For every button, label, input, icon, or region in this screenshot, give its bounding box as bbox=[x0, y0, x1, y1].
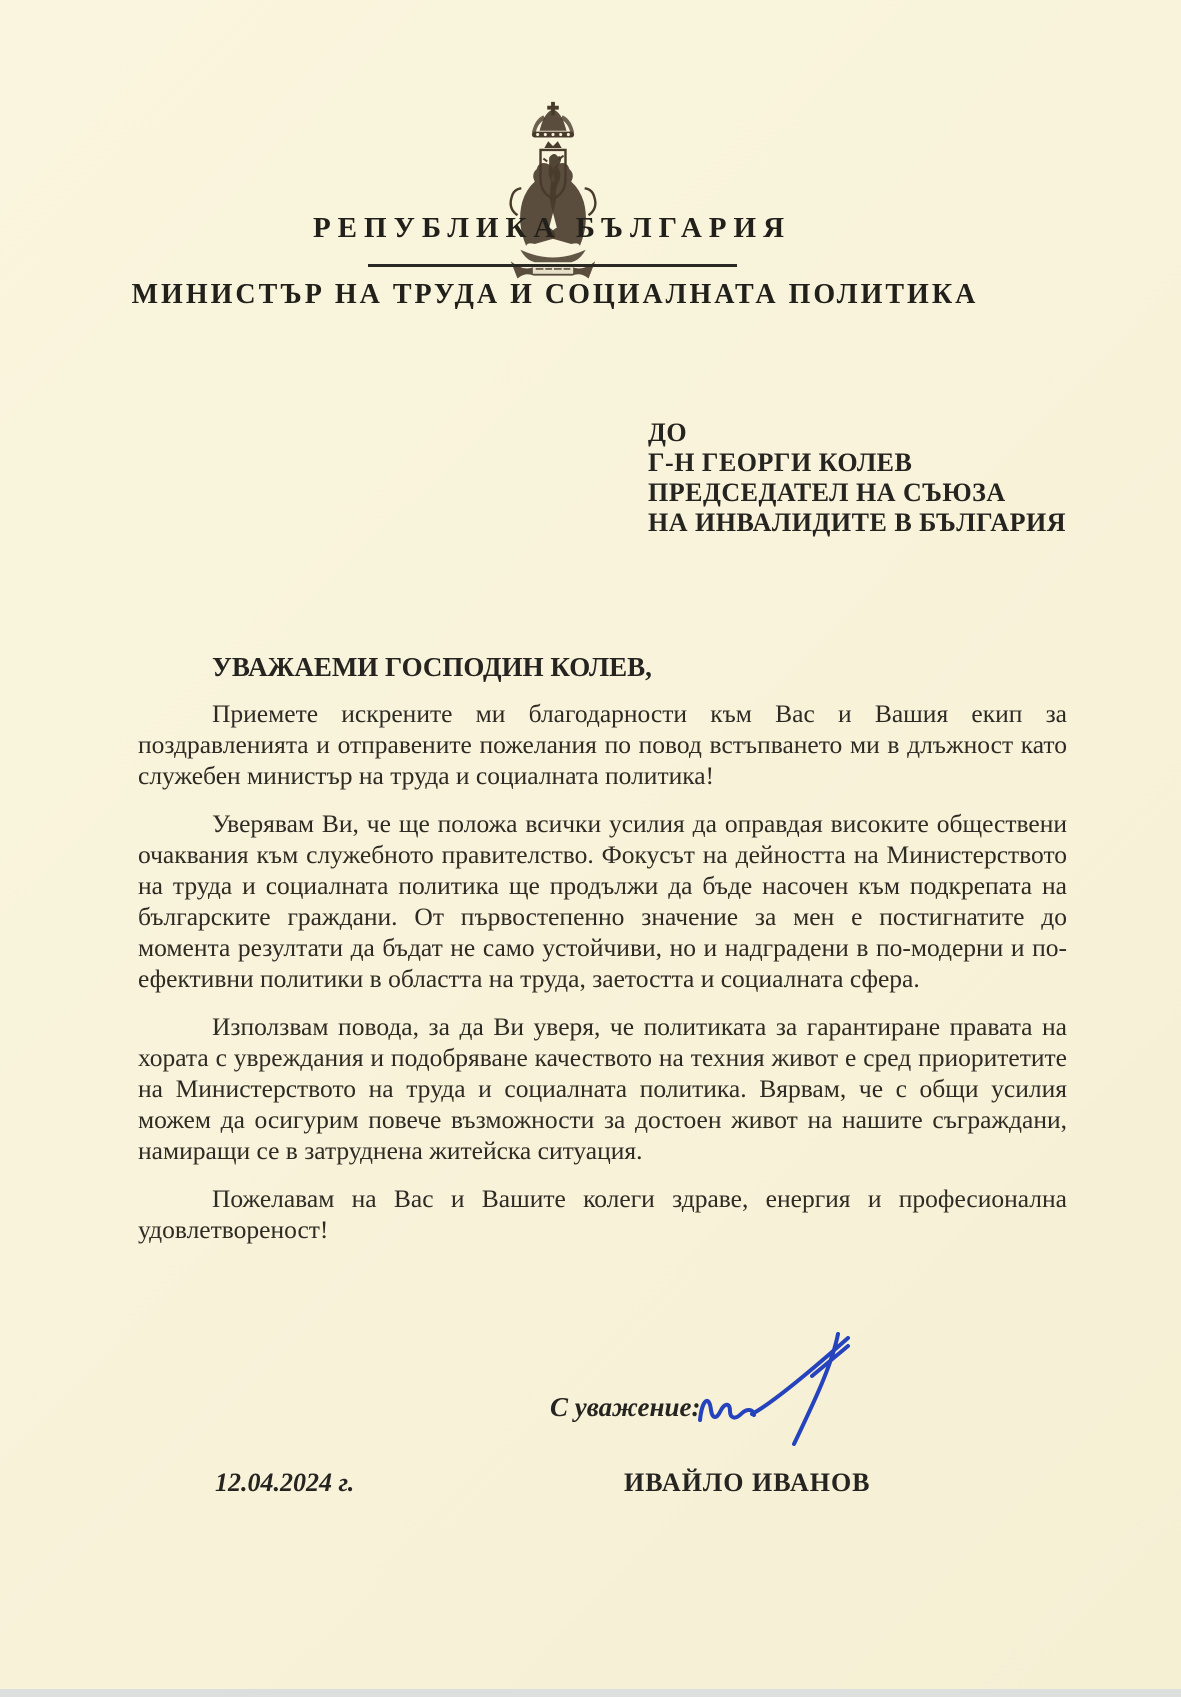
recipient-line-to: ДО bbox=[648, 418, 688, 447]
scanner-edge-strip bbox=[0, 1689, 1181, 1697]
signer-name: ИВАЙЛО ИВАНОВ bbox=[624, 1468, 871, 1497]
recipient-line-title2: НА ИНВАЛИДИТЕ В БЪЛГАРИЯ bbox=[648, 508, 1066, 537]
office-title: МИНИСТЪР НА ТРУДА И СОЦИАЛНАТА ПОЛИТИКА bbox=[131, 279, 979, 310]
header-divider bbox=[368, 264, 737, 267]
paragraph-1: Приемете искрените ми благодарности към Вас и Вашия екип за поздравленията и отправените пожелания по повод встъпването ми в длъжност като служебен министър на труда и социалната политика! bbox=[138, 699, 1067, 790]
recipient-line-title1: ПРЕДСЕДАТЕЛ НА СЪЮЗА bbox=[648, 478, 1006, 507]
recipient-block bbox=[648, 418, 1066, 538]
closing-label: С уважение: bbox=[550, 1392, 701, 1422]
handwritten-signature bbox=[688, 1328, 868, 1458]
letter-body bbox=[138, 698, 1067, 1262]
paragraph-2: Уверявам Ви, че ще положа всички усилия да оправдая високите обществени очаквания към служебното правителство. Фокусът на дейността на Министерството на труда и социалната политика ще продължи да бъде насочен към подкрепата на българските граждани. От първостепенно значение за мен е постигнатите до момента резултати да бъдат не само устойчиви, но и надградени в по-модерни и по-ефективни политики в областта на труда, заетостта и социалната сфера. bbox=[138, 809, 1067, 993]
salutation: УВАЖАЕМИ ГОСПОДИН КОЛЕВ, bbox=[212, 652, 652, 682]
paragraph-3: Използвам повода, за да Ви уверя, че политиката за гарантиране правата на хората с увреждания и подобряване качеството на техния живот е сред приоритетите на Министерството на труда и социалната политика. Вярвам, че с общи усилия можем да осигурим повече възможности за достоен живот на нашите съграждани, намиращи се в затруднена житейска ситуация. bbox=[138, 1012, 1067, 1165]
country-title: РЕПУБЛИКА БЪЛГАРИЯ bbox=[312, 212, 792, 244]
recipient-line-name: Г-Н ГЕОРГИ КОЛЕВ bbox=[648, 448, 913, 477]
paragraph-4: Пожелавам на Вас и Вашите колеги здраве, енергия и професионална удовлетвореност! bbox=[138, 1184, 1067, 1244]
letter-date: 12.04.2024 г. bbox=[215, 1468, 355, 1497]
